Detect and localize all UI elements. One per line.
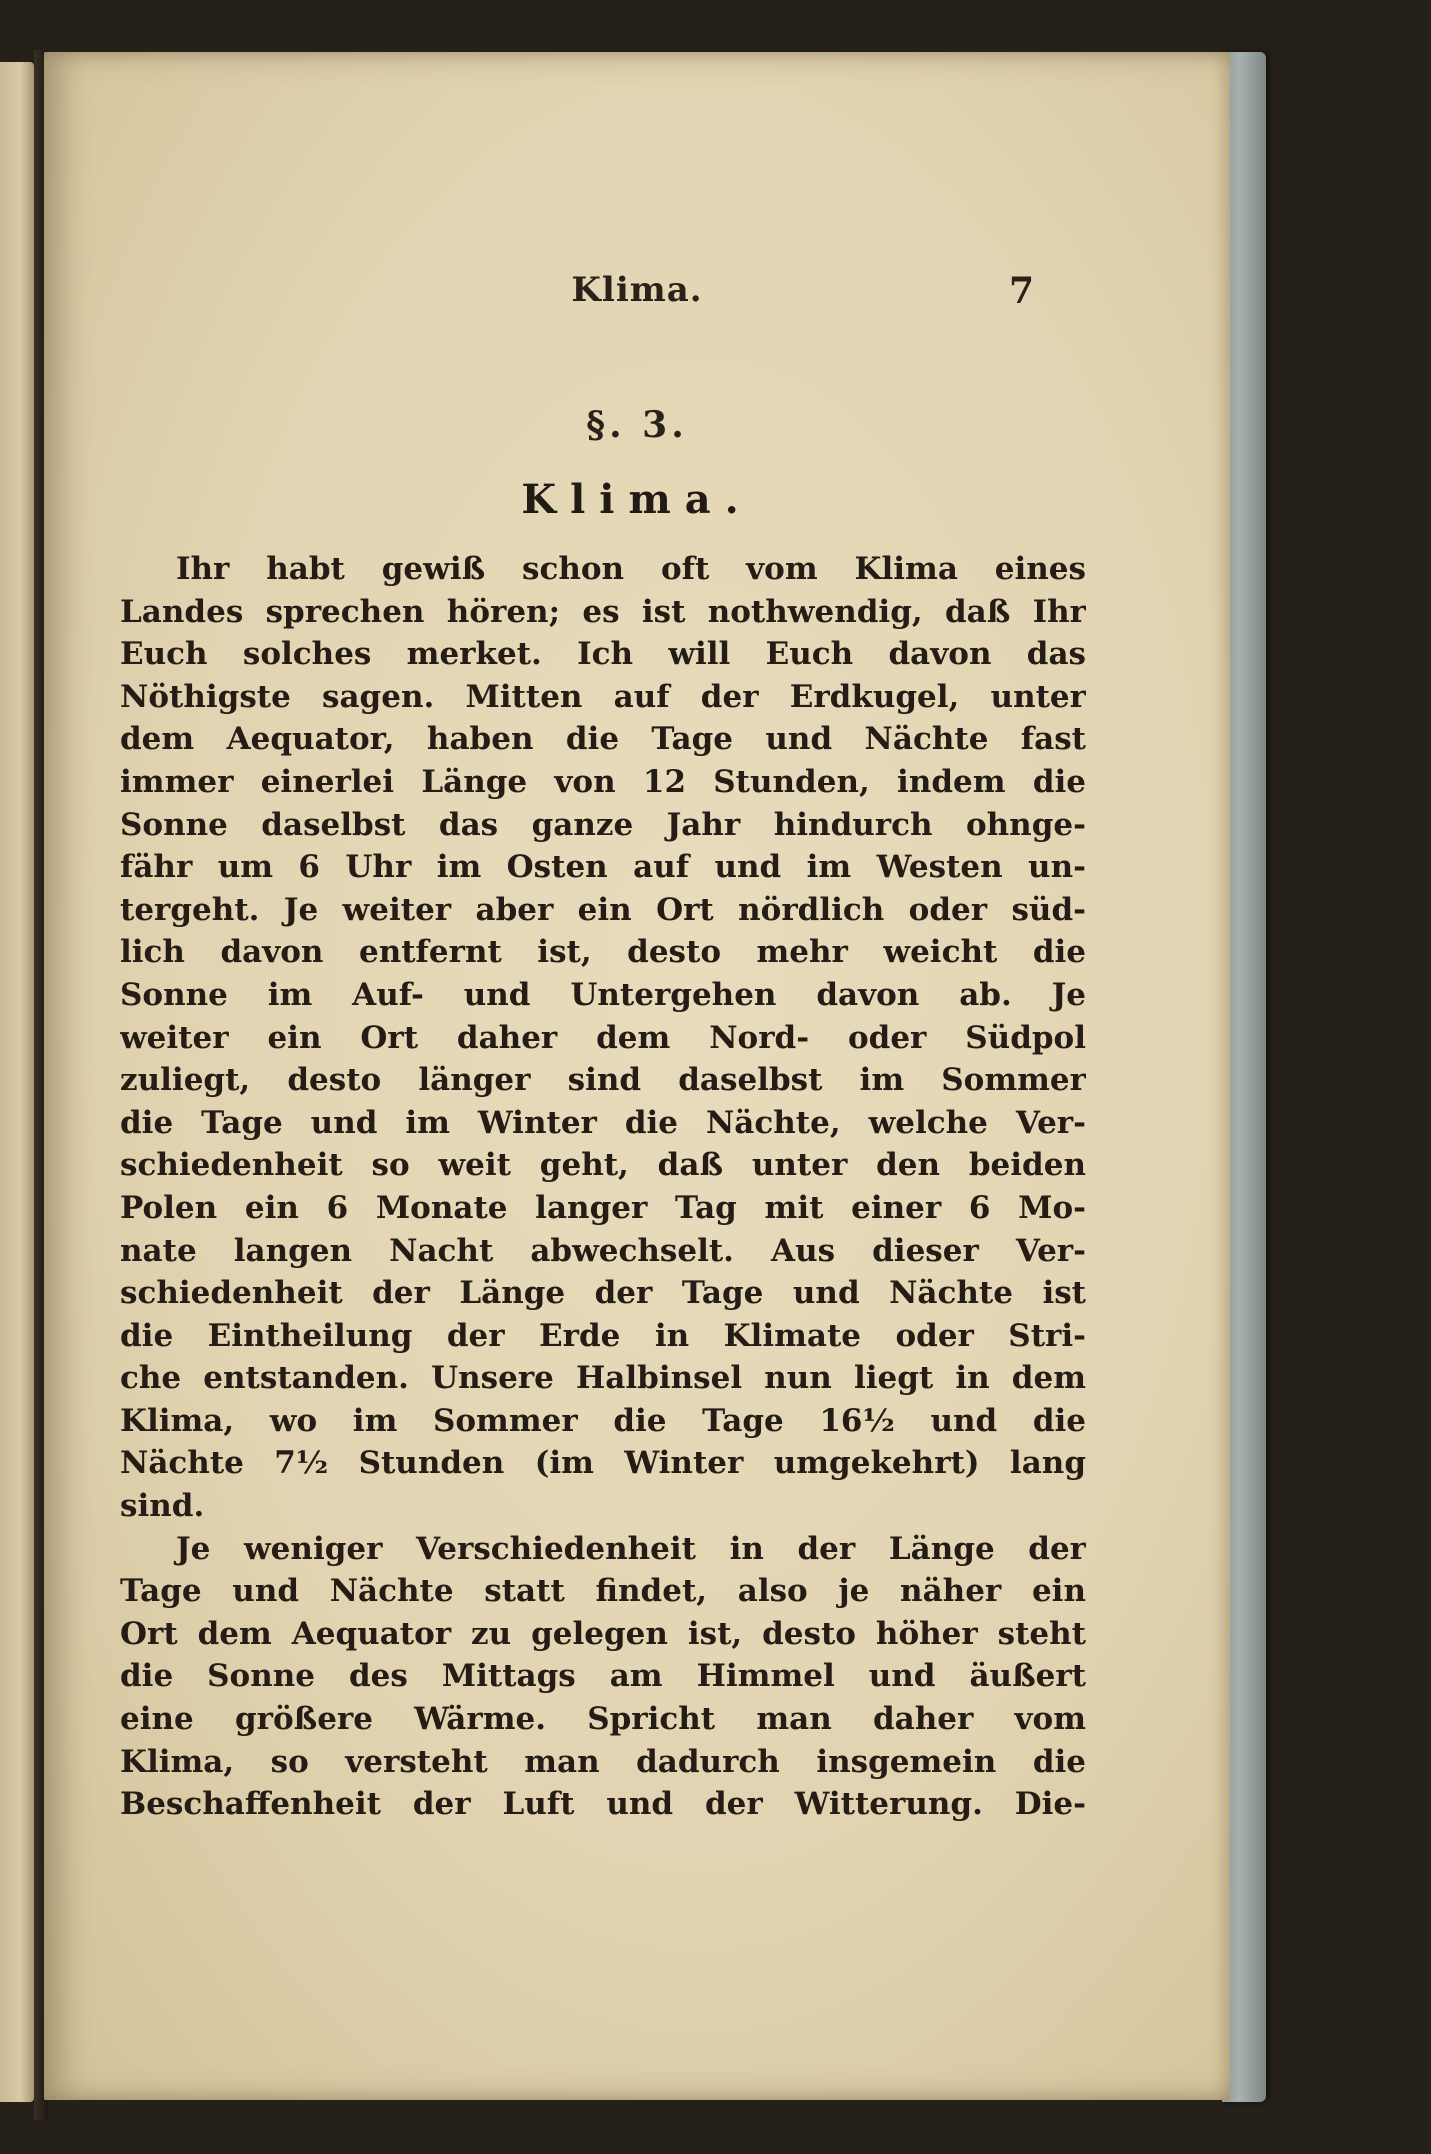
running-head — [44, 270, 1230, 330]
text-line: die Sonne des Mittags am Himmel und äußert — [120, 1658, 1086, 1695]
text-line: fähr um 6 Uhr im Osten auf und im Westen un- — [120, 849, 1086, 886]
text-line: Tage und Nächte statt findet, also je näher ein — [120, 1573, 1086, 1610]
text-line: die Tage und im Winter die Nächte, welche Ver- — [120, 1104, 1086, 1141]
text-line: Beschaffenheit der Luft und der Witterung. Die- — [120, 1786, 1086, 1823]
page-number: 7 — [1008, 270, 1034, 312]
text-line: Landes sprechen hören; es ist nothwendig, daß Ihr — [120, 593, 1086, 630]
text-line: dem Aequator, haben die Tage und Nächte fast — [120, 721, 1086, 758]
text-line: Sonne daselbst das ganze Jahr hindurch ohnge- — [120, 806, 1086, 843]
text-line: Nächte 7½ Stunden (im Winter umgekehrt) lang — [120, 1445, 1086, 1482]
text-line: tergeht. Je weiter aber ein Ort nördlich oder süd- — [120, 891, 1086, 928]
facing-page-edge — [0, 62, 34, 2102]
text-line: schiedenheit der Länge der Tage und Nächte ist — [120, 1275, 1086, 1312]
text-line: nate langen Nacht abwechselt. Aus dieser Ver- — [120, 1232, 1086, 1269]
text-line: weiter ein Ort daher dem Nord- oder Südpol — [120, 1019, 1086, 1056]
text-line: zuliegt, desto länger sind daselbst im Sommer — [120, 1062, 1086, 1099]
text-line: che entstanden. Unsere Halbinsel nun liegt in dem — [120, 1360, 1086, 1397]
text-line: lich davon entfernt ist, desto mehr weicht die — [120, 934, 1086, 971]
text-line: Klima, wo im Sommer die Tage 16½ und die — [120, 1402, 1086, 1439]
text-line: eine größere Wärme. Spricht man daher vom — [120, 1701, 1086, 1738]
text-line: Sonne im Auf- und Untergehen davon ab. Je — [120, 976, 1086, 1013]
section-number: §. 3. — [586, 404, 688, 446]
text-line: Klima, so versteht man dadurch insgemein die — [120, 1743, 1086, 1780]
text-line: Je weniger Verschiedenheit in der Länge der — [176, 1530, 1086, 1567]
section-heading: Klima. — [521, 476, 753, 523]
text-line: Ort dem Aequator zu gelegen ist, desto höher steht — [120, 1615, 1086, 1652]
text-line: immer einerlei Länge von 12 Stunden, indem die — [120, 763, 1086, 800]
book-page — [44, 52, 1230, 2100]
text-line: schiedenheit so weit geht, daß unter den beiden — [120, 1147, 1086, 1184]
text-line: sind. — [120, 1488, 205, 1525]
text-line: Ihr habt gewiß schon oft vom Klima eines — [176, 551, 1086, 587]
text-line: Nöthigste sagen. Mitten auf der Erdkugel, unter — [120, 678, 1086, 715]
text-line: die Eintheilung der Erde in Klimate oder Stri- — [120, 1317, 1086, 1354]
body-text — [120, 548, 1086, 1826]
text-line: Euch solches merket. Ich will Euch davon das — [120, 636, 1086, 673]
running-title: Klima. — [571, 270, 703, 310]
text-line: Polen ein 6 Monate langer Tag mit einer 6 Mo- — [120, 1189, 1086, 1226]
